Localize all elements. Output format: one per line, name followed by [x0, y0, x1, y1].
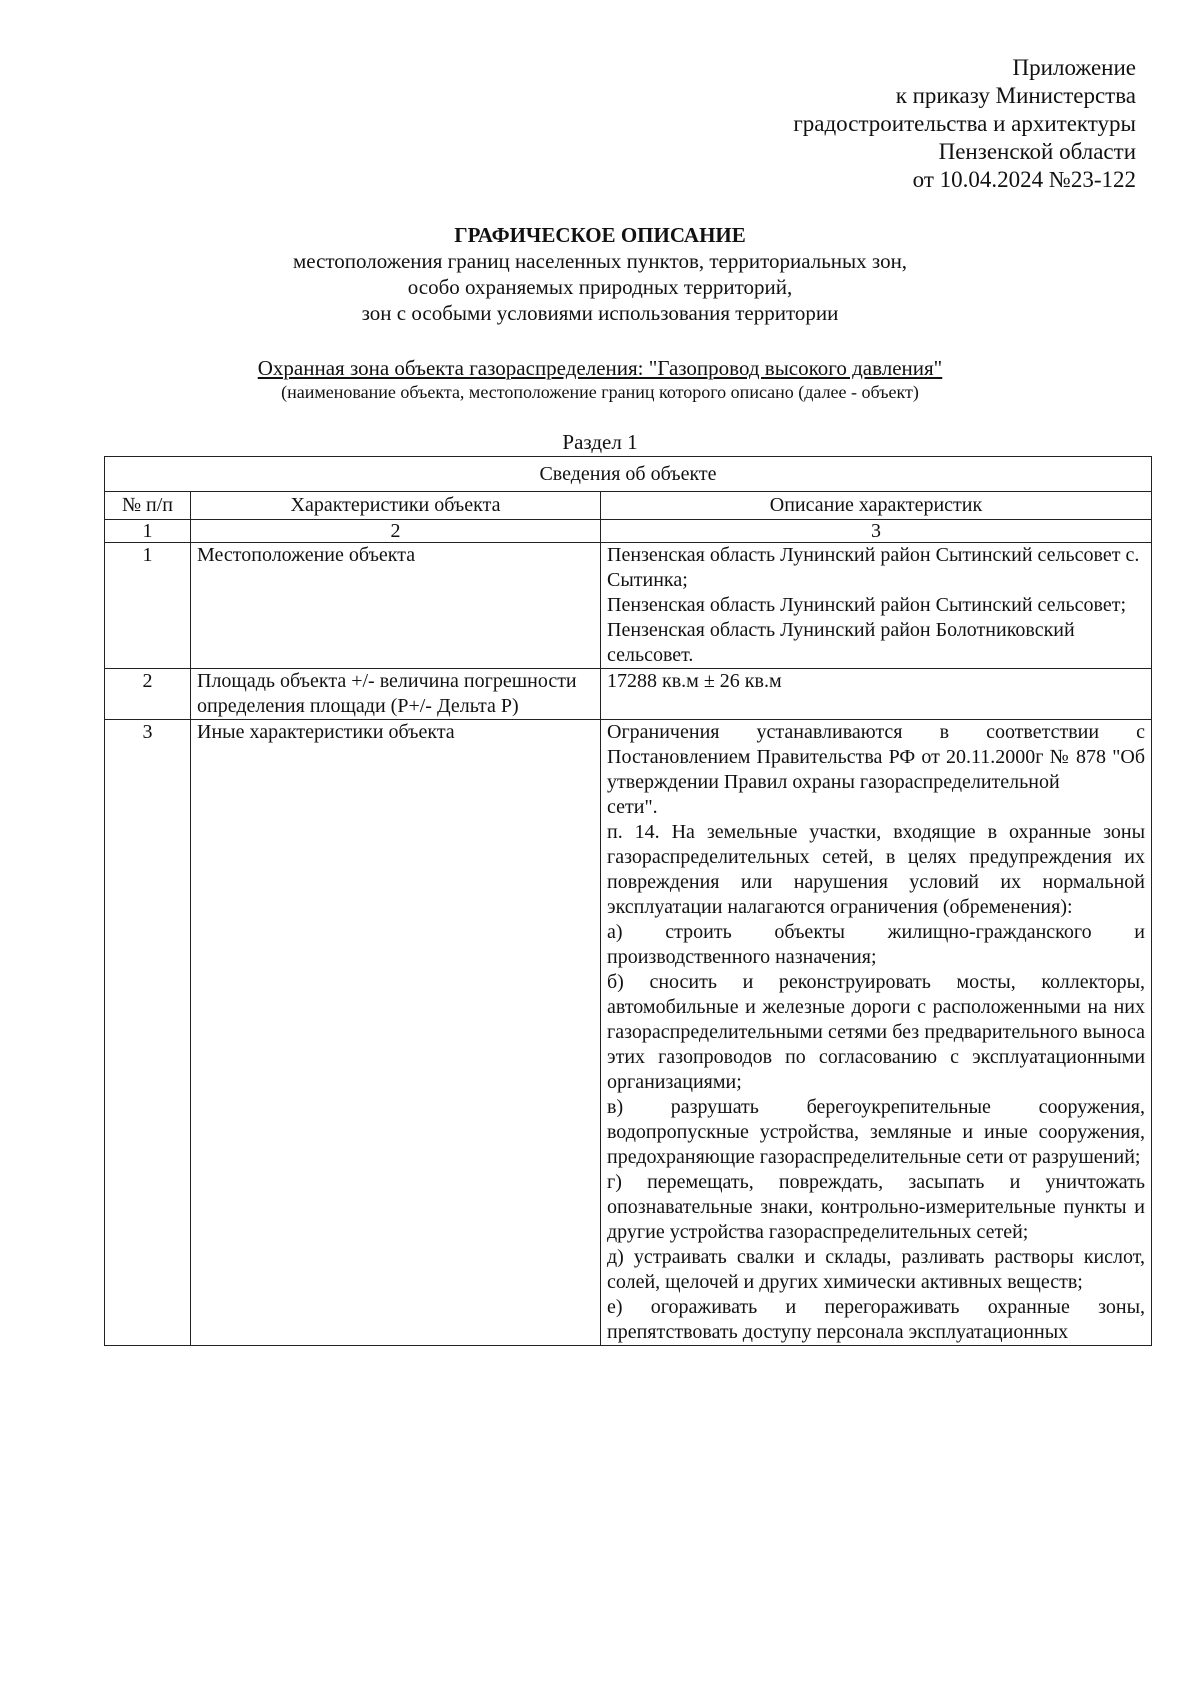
row-characteristic: Площадь объекта +/- величина погрешности определения площади (Р+/- Дельта Р) — [191, 669, 601, 720]
row-description — [601, 543, 1152, 669]
table-header-description: Описание характеристик — [601, 492, 1152, 520]
description-paragraph: а) строить объекты жилищно-гражданского и производственного назначения; — [607, 921, 1146, 968]
description-paragraph: 17288 кв.м ± 26 кв.м — [607, 670, 782, 692]
table-row — [105, 543, 1152, 669]
document-subtitle-line: местоположения границ населенных пунктов, территориальных зон, — [292, 249, 908, 273]
object-name-caption: (наименование объекта, местоположение границ которого описано (далее - объект) — [281, 382, 919, 402]
row-characteristic: Иные характеристики объекта — [191, 720, 601, 1346]
row-characteristic: Местоположение объекта — [191, 543, 601, 669]
description-paragraph: Ограничения устанавливаются в соответствии с Постановлением Правительства РФ от 20.11.2000г № 878 "Об утверждении Правил охраны газораспределительной — [607, 721, 1146, 793]
description-paragraph: Пензенская область Лунинский район Сытинский сельсовет; — [607, 594, 1127, 616]
description-paragraph: сети". — [607, 796, 658, 818]
description-paragraph: Пензенская область Лунинский район Болотниковский сельсовет. — [607, 619, 1075, 666]
table-caption: Сведения об объекте — [105, 457, 1152, 492]
description-paragraph: в) разрушать берегоукрепительные сооружения, водопропускные устройства, земляные и иные сооружения, предохраняющие газораспределительные сети от разрушений; — [607, 1096, 1146, 1168]
appendix-line: Приложение — [1012, 55, 1136, 80]
document-heading — [0, 222, 1200, 326]
row-number: 1 — [105, 543, 191, 669]
description-paragraph: г) перемещать, повреждать, засыпать и уничтожать опознавательные знаки, контрольно-измерительные пункты и другие устройства газораспределительных сетей; — [607, 1171, 1146, 1243]
table-header-characteristic: Характеристики объекта — [191, 492, 601, 520]
appendix-line: Пензенской области — [938, 139, 1136, 164]
description-paragraph: б) сносить и реконструировать мосты, коллекторы, автомобильные и железные дороги с расположенными на них газораспределительными сетями без предварительного выноса этих газопроводов по согласованию с эксплуатационными организациями; — [607, 971, 1146, 1093]
appendix-order-date: от 10.04.2024 №23-122 — [912, 167, 1136, 192]
description-paragraph: Пензенская область Лунинский район Сытинский сельсовет с. Сытинка; — [607, 544, 1140, 591]
table-header-number: № п/п — [105, 492, 191, 520]
column-number: 2 — [191, 520, 601, 543]
row-number: 2 — [105, 669, 191, 720]
row-number: 3 — [105, 720, 191, 1346]
column-number: 1 — [105, 520, 191, 543]
description-paragraph: д) устраивать свалки и склады, разливать растворы кислот, солей, щелочей и других химически активных веществ; — [607, 1246, 1146, 1293]
appendix-line: градостроительства и архитектуры — [793, 111, 1136, 136]
document-subtitle-line: зон с особыми условиями использования территории — [361, 301, 839, 325]
description-paragraph: е) огораживать и перегораживать охранные зоны, препятствовать доступу персонала эксплуатационных — [607, 1296, 1146, 1343]
column-number: 3 — [601, 520, 1152, 543]
table-row — [105, 669, 1152, 720]
section-label: Раздел 1 — [562, 430, 638, 454]
document-title: ГРАФИЧЕСКОЕ ОПИСАНИЕ — [454, 223, 746, 247]
appendix-block — [793, 54, 1136, 194]
row-description — [601, 720, 1152, 1346]
appendix-line: к приказу Министерства — [895, 83, 1136, 108]
object-info-table — [104, 456, 1152, 1346]
document-subtitle-line: особо охраняемых природных территорий, — [407, 275, 793, 299]
description-paragraph: п. 14. На земельные участки, входящие в охранные зоны газораспределительных сетей, в целях предупреждения их повреждения или нарушения условий их нормальной эксплуатации налагаются ограничения (обременения): — [607, 821, 1146, 918]
object-name: Охранная зона объекта газораспределения: "Газопровод высокого давления" — [257, 356, 943, 380]
object-name-block — [0, 356, 1200, 404]
table-row — [105, 720, 1152, 1346]
row-description — [601, 669, 1152, 720]
